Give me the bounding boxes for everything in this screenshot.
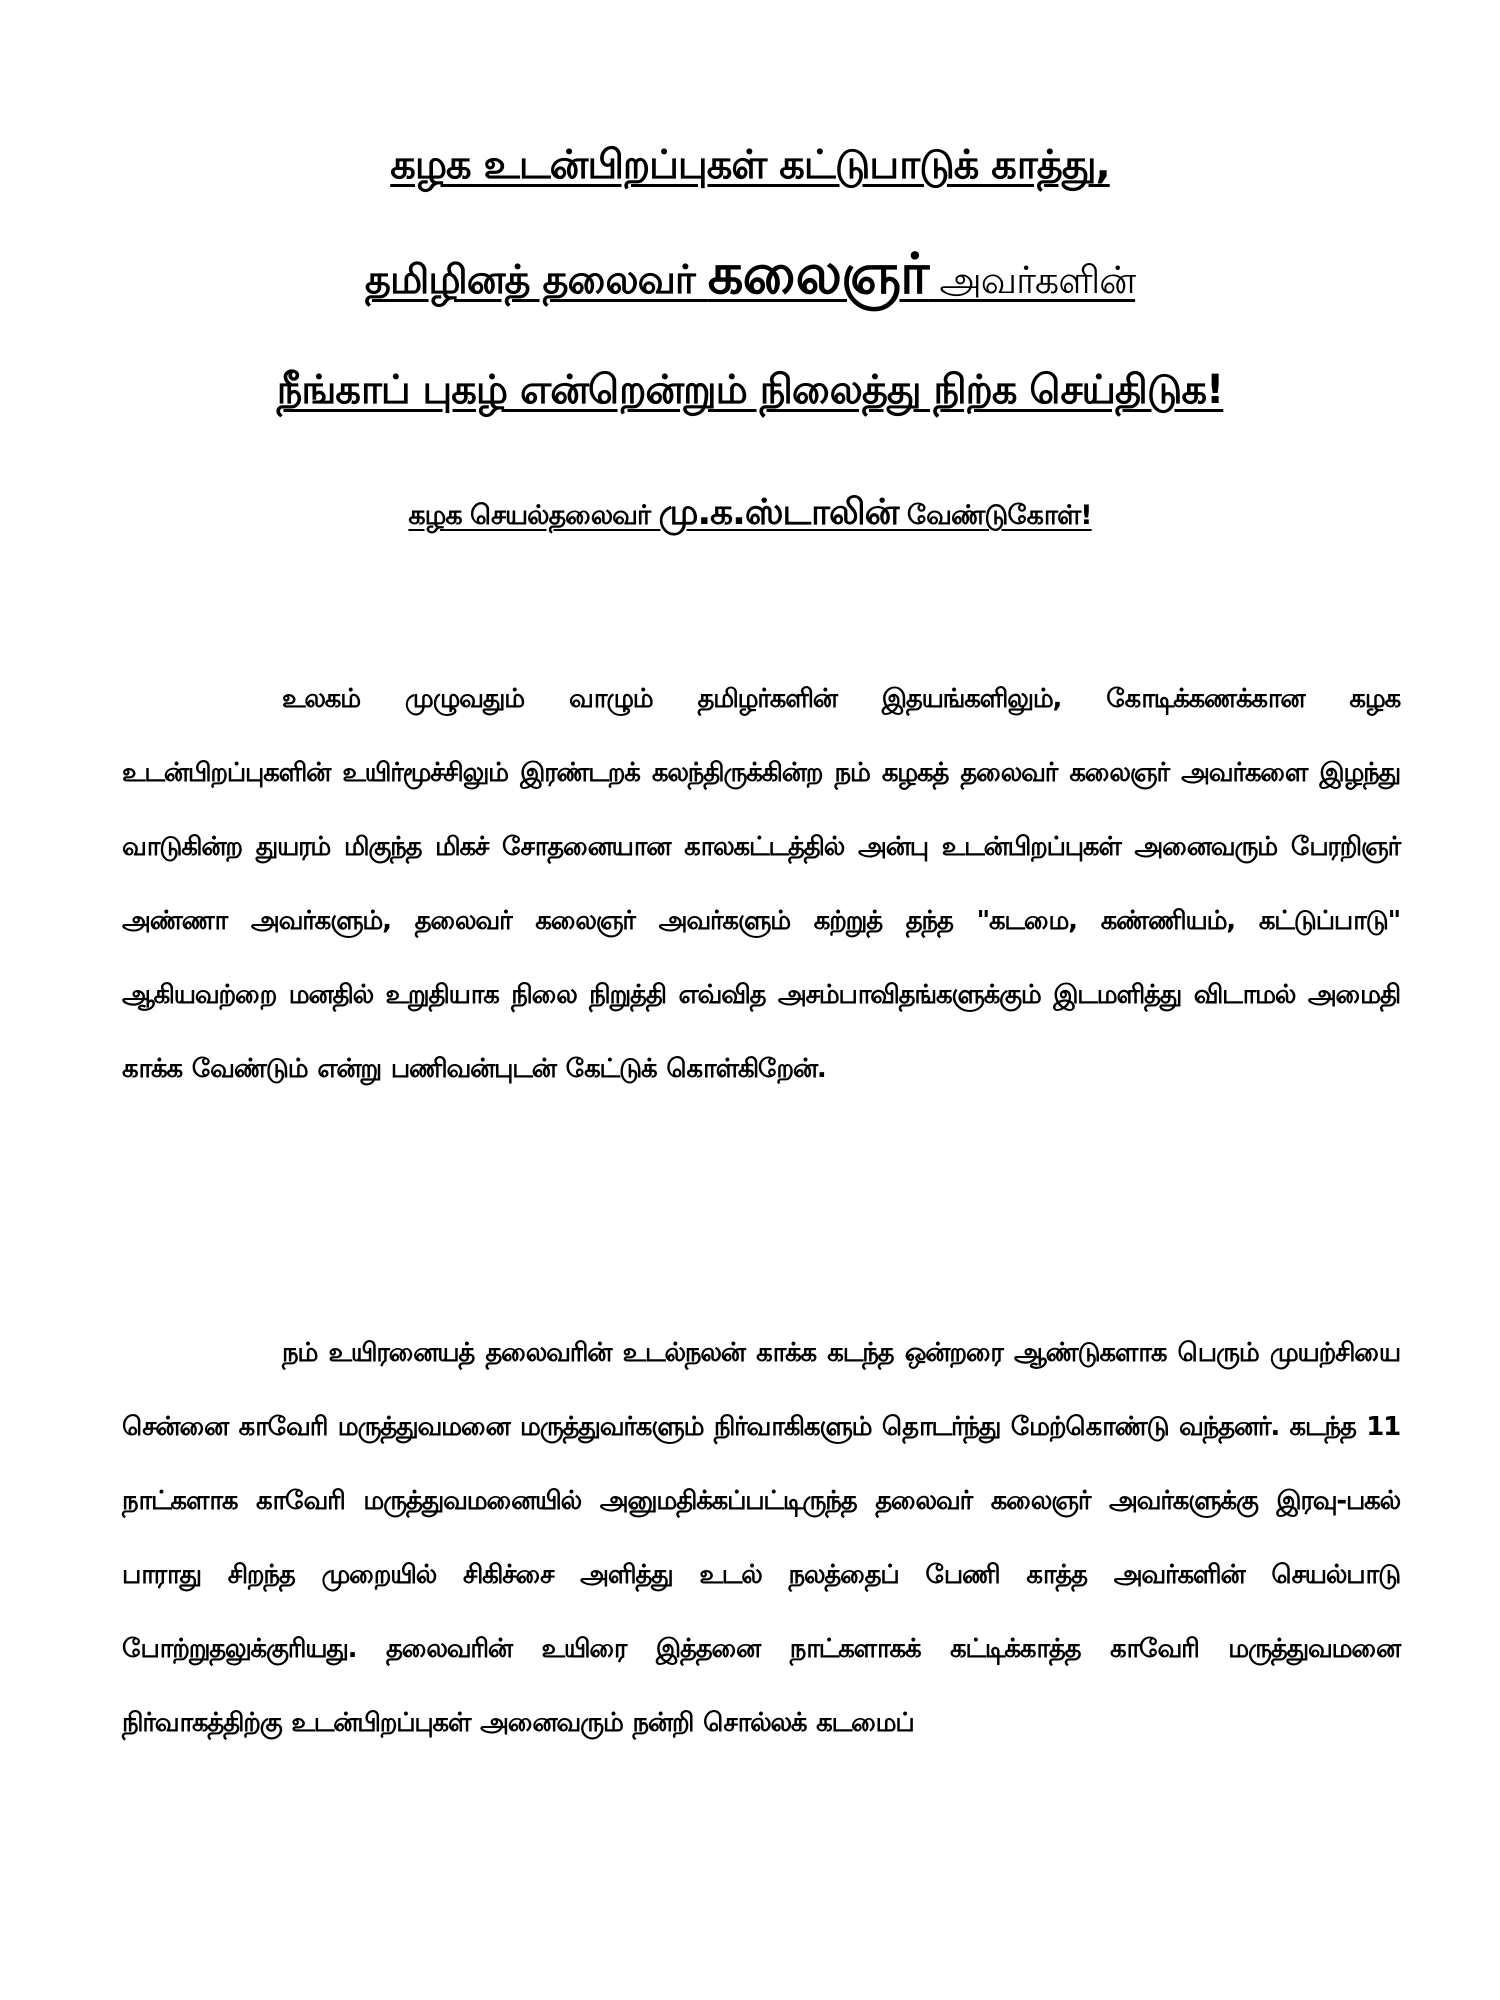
subtitle xyxy=(100,492,1400,538)
title-leader-name: கலைஞர் xyxy=(707,242,929,307)
paragraph-1-text: உலகம் முழுவதும் வாழும் தமிழர்களின் இதயங்களிலும், கோடிக்கணக்கான கழக உடன்பிறப்புகளின் உயிர்மூச்சிலும் இரண்டறக் கலந்திருக்கின்ற நம் கழகத் தலைவர் கலைஞர் அவர்களை இழந்து வாடுகின்ற துயரம் மிகுந்த மிகச் சோதனையான காலகட்டத்தில் அன்பு உடன்பிறப்புகள் அனைவரும் பேரறிஞர் அண்ணா அவர்களும், தலைவர் கலைஞர் அவர்களும் கற்றுத் தந்த "கடமை, கண்ணியம், கட்டுப்பாடு" ஆகியவற்றை மனதில் உறுதியாக நிலை நிறுத்தி எவ்வித அசம்பாவிதங்களுக்கும் இடமளித்து விடாமல் அமைதி காக்க வேண்டும் என்று பணிவன்புடன் கேட்டுக் கொள்கிறேன். xyxy=(122,684,1400,1084)
paragraph-2 xyxy=(122,1316,1400,1760)
subtitle-prefix: கழக செயல்தலைவர் xyxy=(408,500,659,531)
document-title xyxy=(100,110,1400,445)
title-line-3-text: நீங்காப் புகழ் என்றென்றும் நிலைத்து நிற்க செய்திடுக! xyxy=(276,367,1224,413)
paragraph-1 xyxy=(122,662,1400,1106)
subtitle-name: மு.க.ஸ்டாலின் xyxy=(658,492,899,533)
title-line-1 xyxy=(100,110,1400,220)
paragraph-2-text: நம் உயிரனையத் தலைவரின் உடல்நலன் காக்க கடந்த ஒன்றரை ஆண்டுகளாக பெரும் முயற்சியை சென்னை காவேரி மருத்துவமனை மருத்துவர்களும் நிர்வாகிகளும் தொடர்ந்து மேற்கொண்டு வந்தனர். கடந்த 11 நாட்களாக காவேரி மருத்துவமனையில் அனுமதிக்கப்பட்டிருந்த தலைவர் கலைஞர் அவர்களுக்கு இரவு-பகல் பாராது சிறந்த முறையில் சிகிச்சை அளித்து உடல் நலத்தைப் பேணி காத்த அவர்களின் செயல்பாடு போற்றுதலுக்குரியது. தலைவரின் உயிரை இத்தனை நாட்களாகக் கட்டிக்காத்த காவேரி மருத்துவமனை நிர்வாகத்திற்கு உடன்பிறப்புகள் அனைவரும் நன்றி சொல்லக் கடமைப் xyxy=(122,1338,1400,1738)
title-line-1-text: கழக உடன்பிறப்புகள் கட்டுபாடுக் காத்து, xyxy=(390,142,1110,188)
title-line-2-suffix: அவர்களின் xyxy=(928,258,1136,302)
title-line-2-prefix: தமிழினத் தலைவர் xyxy=(364,257,708,303)
title-line-2 xyxy=(100,220,1400,335)
subtitle-suffix: வேண்டுகோள்! xyxy=(898,500,1092,531)
title-line-3 xyxy=(100,335,1400,445)
